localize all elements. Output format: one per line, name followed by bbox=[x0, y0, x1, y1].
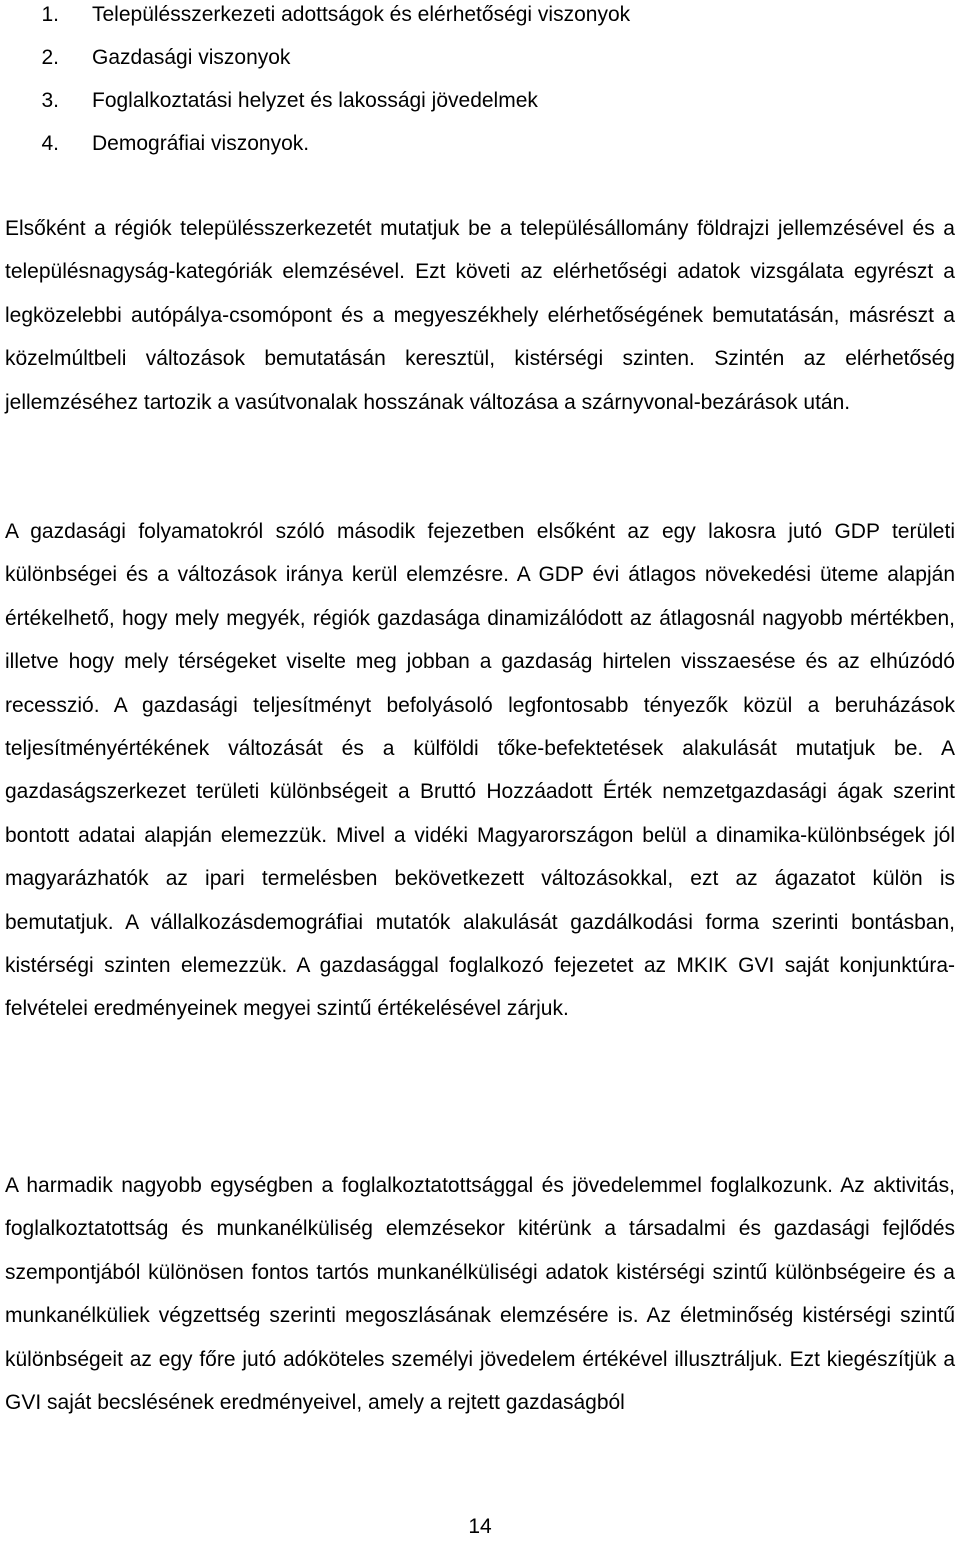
list-item-number: 2. bbox=[41, 46, 59, 69]
list-item-text: Településszerkezeti adottságok és elérhetőségi viszonyok bbox=[92, 3, 631, 26]
list-item bbox=[0, 36, 960, 79]
list-item-text: Foglalkoztatási helyzet és lakossági jövedelmek bbox=[92, 89, 538, 112]
list-item-number: 3. bbox=[41, 89, 59, 112]
paragraph-employment-income: A harmadik nagyobb egységben a foglalkoztatottsággal és jövedelemmel foglalkozunk. Az aktivitás, foglalkoztatottság és munkanélküliség elemzésekor kitérünk a társadalmi és gazdasági fejlődés szempontjából különösen fontos tartós munkanélküliségi adatok kistérségi szintű különbségeire és a munkanélküliek végzettség szerinti megoszlásának elemzésére is. Az életminőség kistérségi szintű különbségeit az egy főre jutó adóköteles személyi jövedelem értékével illusztráljuk. Ezt kiegészítjük a GVI saját becslésének eredményeivel, amely a rejtett gazdaságból bbox=[5, 1174, 955, 1415]
list-item bbox=[0, 79, 960, 122]
list-item bbox=[0, 0, 960, 36]
page-number: 14 bbox=[468, 1515, 492, 1538]
paragraph-economy: A gazdasági folyamatokról szóló második fejezetben elsőként az egy lakosra jutó GDP területi különbségei és a változások iránya kerül elemzésre. A GDP évi átlagos növekedési üteme alapján értékelhető, hogy mely megyék, régiók gazdasága dinamizálódott az átlagosnál nagyobb mértékben, illetve hogy mely térségeket viselte meg jobban a gazdaság hirtelen visszaesése és az elhúzódó recesszió. A gazdasági teljesítményt befolyásoló legfontosabb tényezők közül a beruházások teljesítményértékének változását és a külföldi tőke-befektetések alakulását mutatjuk be. A gazdaságszerkezet területi különbségeit a Bruttó Hozzáadott Érték nemzetgazdasági ágak szerint bontott adatai alapján elemezzük. Mivel a vidéki Magyarországon belül a dinamika-különbségek jól magyarázhatók az ipari termelésben bekövetkezett változásokkal, ezt az ágazatot külön is bemutatjuk. A vállalkozásdemográfiai mutatók alakulását gazdálkodási forma szerinti bontásban, kistérségi szinten elemezzük. A gazdasággal foglalkozó fejezetet az MKIK GVI saját konjunktúra-felvételei eredményeinek megyei szintű értékelésével zárjuk. bbox=[5, 520, 955, 1021]
list-item bbox=[0, 122, 960, 165]
paragraph-settlement-structure: Elsőként a régiók településszerkezetét mutatjuk be a településállomány földrajzi jellemzésével és a településnagyság-kategóriák elemzésével. Ezt követi az elérhetőségi adatok vizsgálata egyrészt a legközelebbi autópálya-csomópont és a megyeszékhely elérhetőségének bemutatásán, másrészt a közelmúltbeli változások bemutatásán keresztül, kistérségi szinten. Szintén az elérhetőség jellemzéséhez tartozik a vasútvonalak hosszának változása a szárnyvonal-bezárások után. bbox=[5, 217, 955, 414]
list-item-text: Gazdasági viszonyok bbox=[92, 46, 291, 69]
list-item-number: 4. bbox=[41, 132, 59, 155]
list-item-number: 1. bbox=[41, 3, 59, 26]
list-item-text: Demográfiai viszonyok. bbox=[92, 132, 310, 155]
chapter-list bbox=[0, 0, 960, 165]
